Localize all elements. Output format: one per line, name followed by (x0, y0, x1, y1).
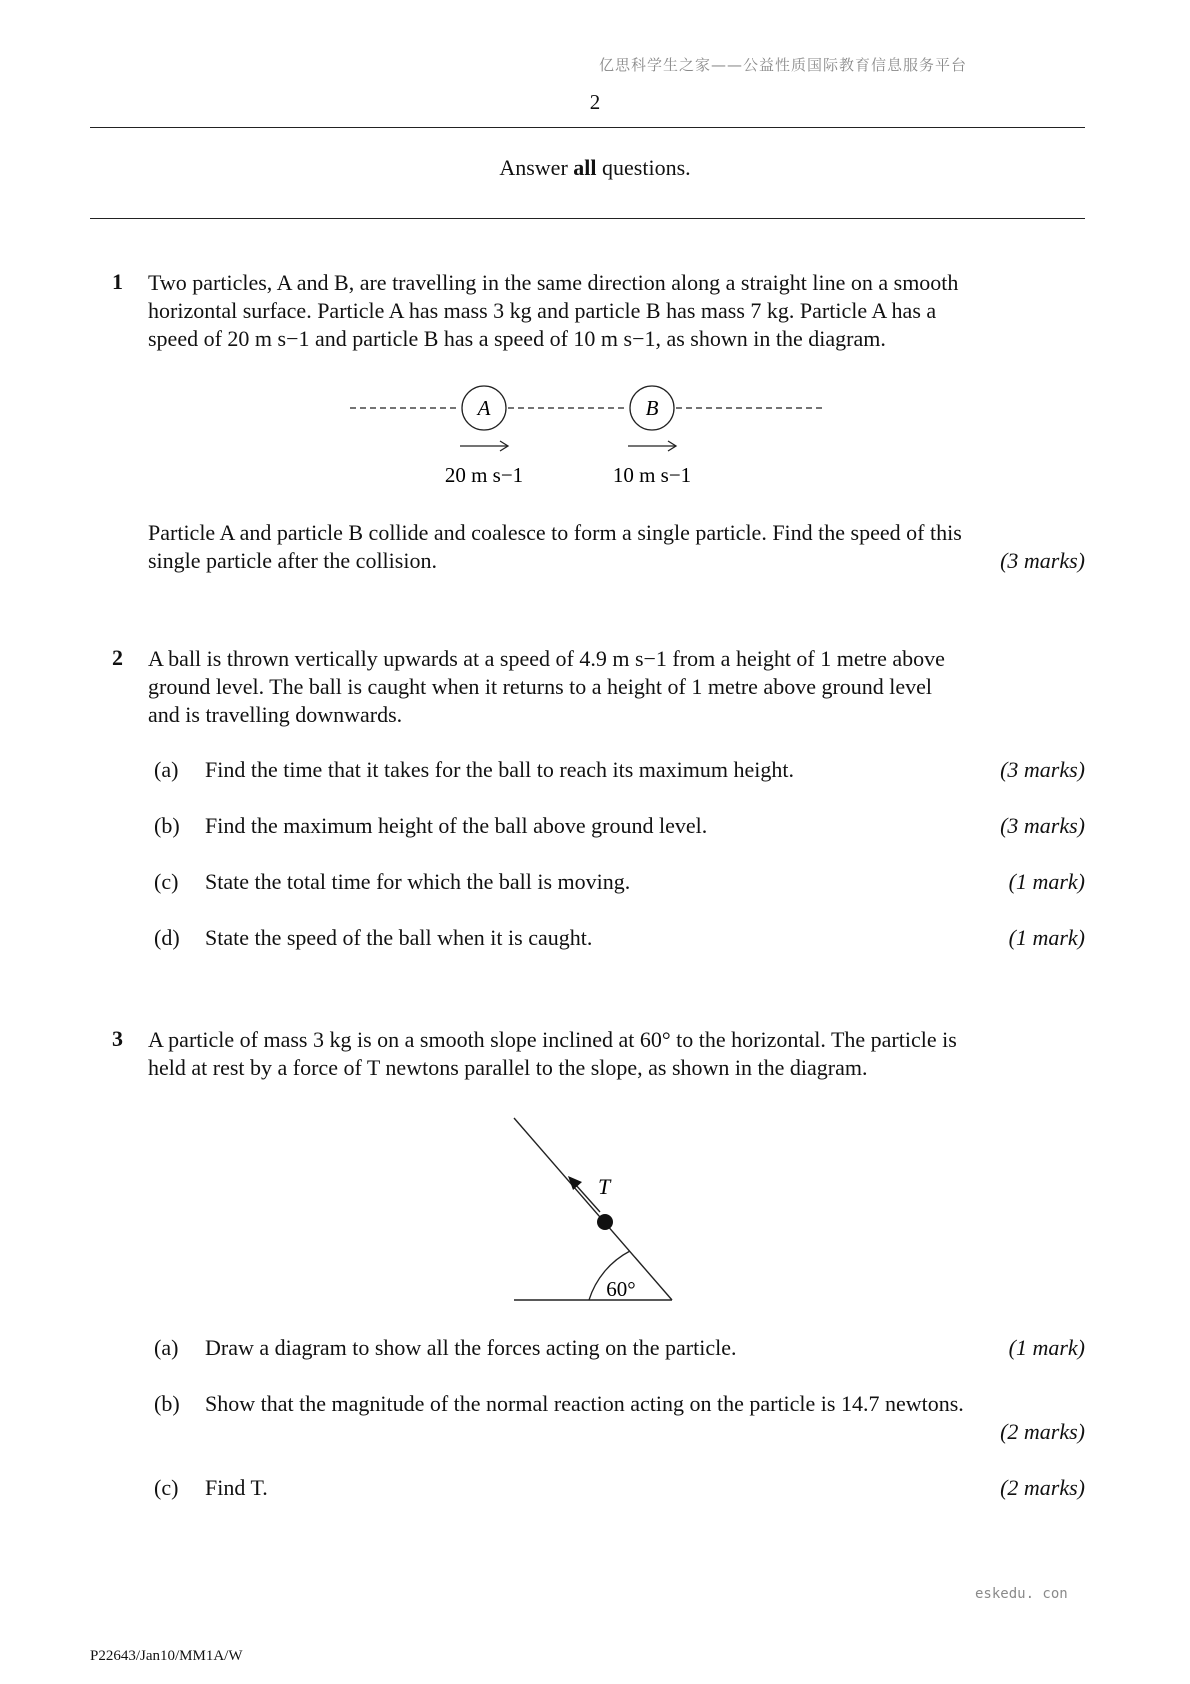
question-3-text (148, 1026, 1085, 1082)
top-rule (90, 127, 1085, 128)
q1-follow-line-2: single particle after the collision. (148, 548, 437, 573)
bottom-rule (90, 218, 1085, 219)
q2-part-c-text: State the total time for which the ball is moving. (205, 869, 631, 894)
q3-part-b-marks: (2 marks) (1000, 1419, 1085, 1444)
particle-b-label: B (645, 396, 659, 420)
slope-line (514, 1118, 672, 1300)
q3-part-c-text: Find T. (205, 1475, 268, 1500)
q2-part-b-text: Find the maximum height of the ball above ground level. (205, 813, 708, 838)
question-1-number: 1 (112, 269, 123, 294)
q1-follow-line-1: Particle A and particle B collide and coalesce to form a single particle. Find the speed of this (148, 520, 962, 545)
instruction-bold: all (573, 155, 597, 180)
tension-arrow-shaft (575, 1184, 600, 1212)
collision-diagram (340, 380, 840, 490)
question-3-number: 3 (112, 1026, 123, 1051)
speed-a-label: 20 m s−1 (444, 463, 524, 487)
q3-part-b (148, 1390, 1085, 1446)
q2-part-d-text: State the speed of the ball when it is caught. (205, 925, 593, 950)
instruction-post: questions. (596, 155, 691, 180)
q2-part-c-label: (c) (154, 869, 179, 894)
paper-code: P22643/Jan10/MM1A/W (90, 1648, 243, 1664)
q2-part-d-marks: (1 mark) (1008, 925, 1085, 950)
particle-a-label: A (477, 396, 491, 420)
q1-line-1: Two particles, A and B, are travelling in the same direction along a straight line on a smooth (148, 270, 959, 295)
q2-line-3: and is travelling downwards. (148, 702, 403, 727)
q1-line-3: speed of 20 m s−1 and particle B has a speed of 10 m s−1, as shown in the diagram. (148, 326, 886, 351)
page-number: 2 (589, 90, 601, 114)
q1-marks: (3 marks) (1000, 548, 1085, 573)
q3-line-1: A particle of mass 3 kg is on a smooth slope inclined at 60° to the horizontal. The particle is (148, 1027, 957, 1052)
q3-part-a-label: (a) (154, 1335, 179, 1360)
q1-line-2: horizontal surface. Particle A has mass 3 kg and particle B has mass 7 kg. Particle A has a (148, 298, 937, 323)
instruction-pre: Answer (499, 155, 574, 180)
particle-dot (597, 1214, 613, 1230)
question-1-text (148, 269, 1085, 353)
question-2-text (148, 645, 1085, 729)
q2-line-1: A ball is thrown vertically upwards at a speed of 4.9 m s−1 from a height of 1 metre above (148, 646, 945, 671)
q2-part-a-label: (a) (154, 757, 179, 782)
question-1-followup (148, 519, 1085, 575)
q3-part-a-text: Draw a diagram to show all the forces acting on the particle. (205, 1335, 737, 1360)
q2-part-a-text: Find the time that it takes for the ball to reach its maximum height. (205, 757, 794, 782)
tension-label: T (598, 1174, 611, 1199)
instruction (0, 155, 1190, 181)
q2-part-b-label: (b) (154, 813, 180, 838)
q3-line-2: held at rest by a force of T newtons parallel to the slope, as shown in the diagram. (148, 1055, 868, 1080)
q3-part-b-text: Show that the magnitude of the normal reaction acting on the particle is 14.7 newtons. (205, 1391, 964, 1416)
slope-diagram (510, 1110, 680, 1310)
q2-part-c-marks: (1 mark) (1008, 869, 1085, 894)
site-watermark: eskedu. con (975, 1586, 1068, 1602)
q3-part-c-marks: (2 marks) (1000, 1475, 1085, 1500)
q3-part-b-label: (b) (154, 1391, 180, 1416)
watermark-text: 亿思科学生之家——公益性质国际教育信息服务平台 (598, 56, 967, 74)
question-2-number: 2 (112, 645, 123, 670)
q3-part-a-marks: (1 mark) (1008, 1335, 1085, 1360)
q2-line-2: ground level. The ball is caught when it returns to a height of 1 metre above ground level (148, 674, 933, 699)
q3-part-c-label: (c) (154, 1475, 179, 1500)
speed-b-label: 10 m s−1 (612, 463, 692, 487)
q2-part-b-marks: (3 marks) (1000, 813, 1085, 838)
angle-label: 60° (606, 1277, 636, 1301)
q2-part-d-label: (d) (154, 925, 180, 950)
q2-part-a-marks: (3 marks) (1000, 757, 1085, 782)
